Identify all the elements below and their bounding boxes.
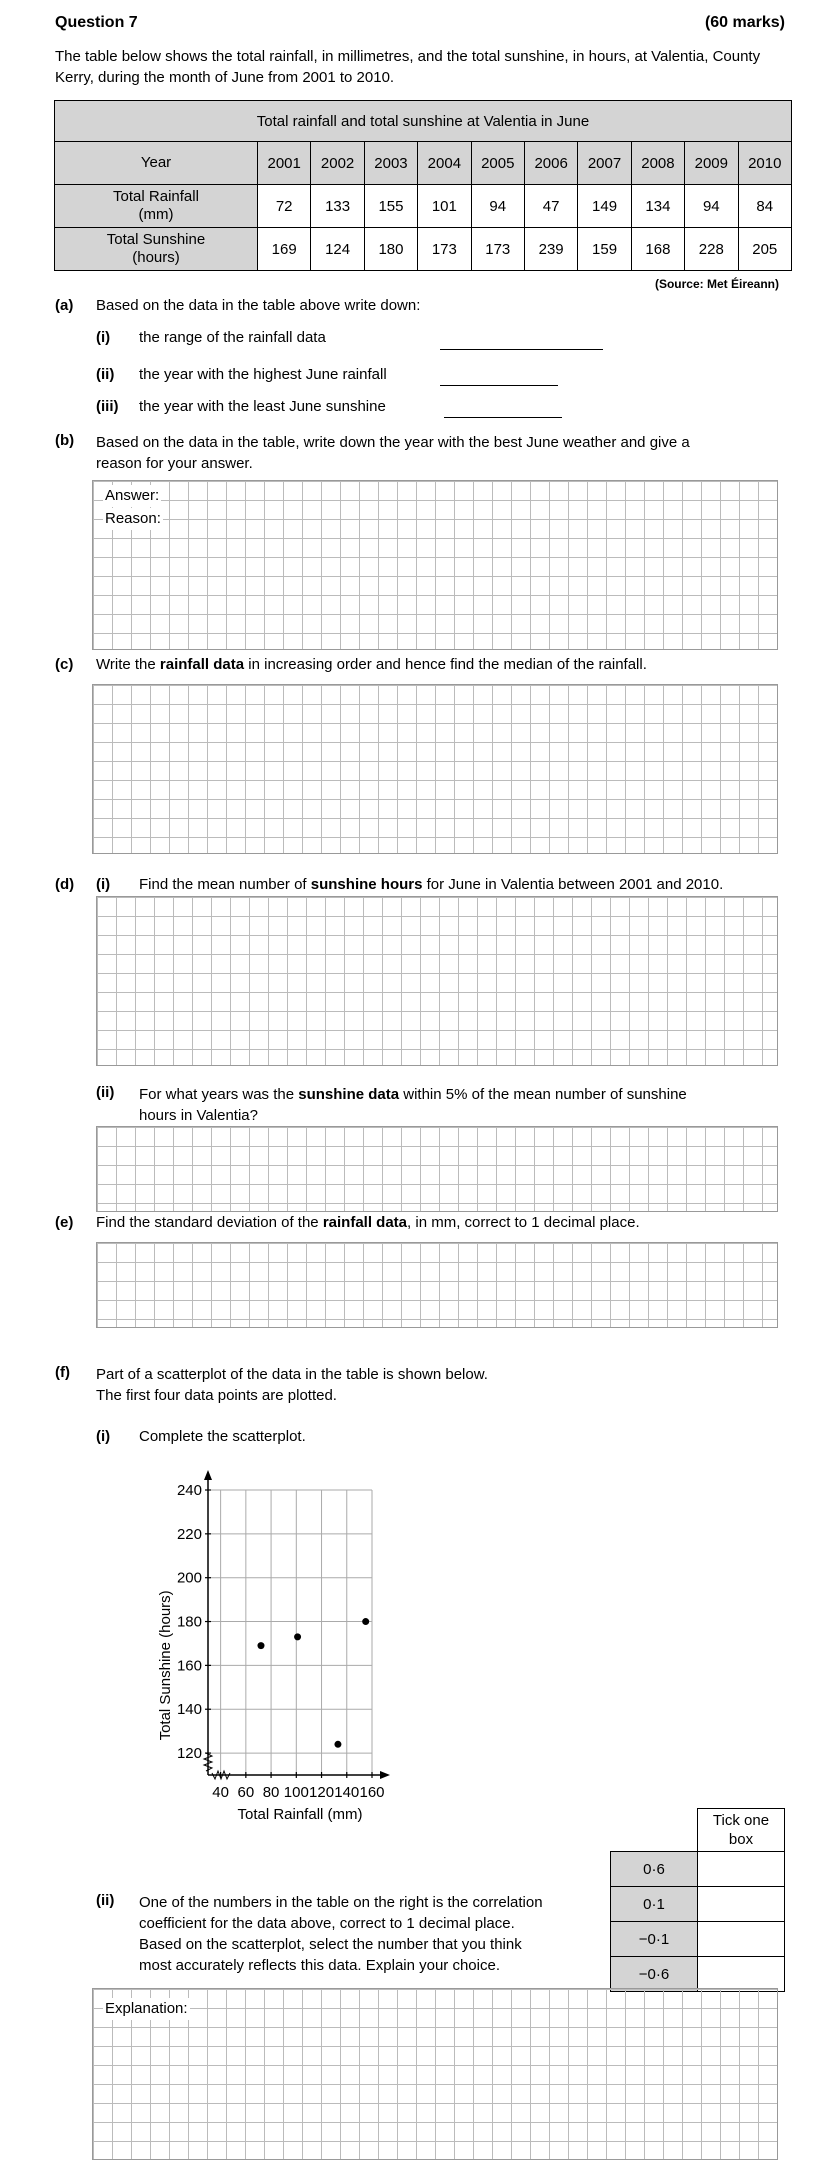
- part-d-ii-text-post: within 5% of the mean number of sunshine: [399, 1086, 687, 1103]
- x-tick-label: 60: [237, 1784, 255, 1801]
- rainfall-cell: 155: [364, 185, 417, 228]
- part-b-text: [96, 432, 786, 474]
- part-e-answer-grid[interactable]: [96, 1242, 778, 1328]
- tick-box[interactable]: [698, 1887, 785, 1922]
- part-f-ii-line: One of the numbers in the table on the right is the correlation: [139, 1894, 543, 1911]
- part-e-text-bold: rainfall data: [322, 1214, 408, 1231]
- table-row-sunshine: [55, 228, 792, 271]
- x-axis-arrow: [380, 1771, 390, 1779]
- year-cell: 2002: [311, 142, 364, 185]
- table-row-years: [55, 142, 792, 185]
- part-f-label: (f): [55, 1364, 70, 1381]
- rainfall-cell: 94: [471, 185, 524, 228]
- rainfall-cell: 133: [311, 185, 364, 228]
- rainfall-label-line2: (mm): [138, 206, 174, 223]
- year-cell: 2007: [578, 142, 631, 185]
- part-c-label: (c): [55, 656, 74, 673]
- part-a-label: (a): [55, 297, 74, 314]
- part-f-text-line2: The first four data points are plotted.: [96, 1387, 337, 1404]
- y-axis-arrow: [204, 1470, 212, 1480]
- year-cell: 2009: [685, 142, 738, 185]
- scatter-axes: [204, 1470, 390, 1779]
- part-d-ii-text-line2: hours in Valentia?: [139, 1107, 258, 1124]
- option-value: −0·6: [611, 1957, 698, 1992]
- question-title: Question 7: [55, 14, 138, 31]
- y-tick-label: 220: [176, 1525, 202, 1543]
- x-tick-label: 80: [262, 1784, 280, 1801]
- part-f-ii-line: most accurately reflects this data. Explain your choice.: [139, 1957, 500, 1974]
- question-header: [55, 14, 785, 32]
- part-e-label: (e): [55, 1214, 74, 1231]
- x-tick-label: 160: [359, 1784, 385, 1801]
- part-c-text-post: in increasing order and hence find the median of the rainfall.: [244, 656, 647, 673]
- scatter-points: [257, 1618, 369, 1748]
- sunshine-label-line2: (hours): [132, 249, 180, 266]
- part-a-ii-label: (ii): [96, 366, 115, 383]
- question-marks: (60 marks): [704, 14, 785, 31]
- option-value: 0·1: [611, 1887, 698, 1922]
- year-cell: 2006: [524, 142, 577, 185]
- data-table: [54, 100, 792, 271]
- y-tick-label: 240: [176, 1482, 202, 1499]
- sunshine-cell: 124: [311, 228, 364, 271]
- rainfall-cell: 84: [738, 185, 791, 228]
- sunshine-cell: 159: [578, 228, 631, 271]
- scatterplot: [150, 1450, 550, 1840]
- x-tick-label: 100: [283, 1784, 309, 1801]
- part-c-text-bold: rainfall data: [159, 656, 245, 673]
- part-d-ii-answer-grid[interactable]: [96, 1126, 778, 1212]
- sunshine-cell: 173: [471, 228, 524, 271]
- part-a-ii-answer-line[interactable]: [440, 384, 558, 386]
- part-c-answer-grid[interactable]: [92, 684, 778, 854]
- part-a-ii-text: the year with the highest June rainfall: [139, 366, 387, 383]
- sunshine-cell: 205: [738, 228, 791, 271]
- scatter-grid: [208, 1490, 372, 1775]
- year-cell: 2003: [364, 142, 417, 185]
- rainfall-cell: 149: [578, 185, 631, 228]
- data-point: [257, 1642, 264, 1649]
- year-cell: 2008: [631, 142, 684, 185]
- explanation-label: Explanation:: [103, 1998, 190, 2020]
- part-d-ii-text-pre: For what years was the: [139, 1086, 299, 1103]
- part-b-text-line1: Based on the data in the table, write down the year with the best June weather and give a: [96, 434, 690, 451]
- part-a-i-answer-line[interactable]: [440, 348, 603, 350]
- year-cell: 2005: [471, 142, 524, 185]
- sunshine-cell: 169: [258, 228, 311, 271]
- part-f-ii-text: [139, 1892, 543, 1976]
- part-f-ii-line: Based on the scatterplot, select the number that you think: [139, 1936, 522, 1953]
- rainfall-cell: 72: [258, 185, 311, 228]
- part-a-i-label: (i): [96, 329, 111, 346]
- part-b-label: (b): [55, 432, 75, 449]
- rainfall-label: [55, 185, 258, 228]
- y-tick-label: 180: [176, 1613, 202, 1631]
- part-a-i-text: the range of the rainfall data: [139, 329, 326, 346]
- part-f-text-line1: Part of a scatterplot of the data in the table is shown below.: [96, 1366, 488, 1383]
- tick-box[interactable]: [698, 1922, 785, 1957]
- tick-table-corner: [611, 1809, 698, 1852]
- year-label: Year: [55, 142, 258, 185]
- y-axis-label: Total Sunshine (hours): [157, 1590, 174, 1741]
- part-c-text: [96, 656, 647, 673]
- tick-box[interactable]: [698, 1852, 785, 1887]
- part-d-ii-text: [139, 1084, 779, 1126]
- part-d-i-text-post: for June in Valentia between 2001 and 2010.: [422, 876, 724, 893]
- tick-header: [698, 1809, 785, 1852]
- part-a-iii-text: the year with the least June sunshine: [139, 398, 386, 415]
- part-d-i-answer-grid[interactable]: [96, 896, 778, 1066]
- x-axis-label: Total Rainfall (mm): [237, 1806, 363, 1823]
- answer-label: Answer:: [103, 485, 161, 507]
- rainfall-cell: 101: [418, 185, 471, 228]
- part-e-text: [96, 1214, 640, 1231]
- part-c-text-pre: Write the: [96, 656, 160, 673]
- y-tick-label: 200: [176, 1569, 202, 1587]
- rainfall-cell: 94: [685, 185, 738, 228]
- part-f-i-text: Complete the scatterplot.: [139, 1428, 306, 1445]
- part-f-i-label: (i): [96, 1428, 111, 1445]
- part-d-i-text-bold: sunshine hours: [310, 876, 423, 893]
- part-d-ii-label: (ii): [96, 1084, 115, 1101]
- sunshine-label: [55, 228, 258, 271]
- correlation-tick-table: [610, 1808, 785, 1992]
- sunshine-cell: 168: [631, 228, 684, 271]
- tick-box[interactable]: [698, 1957, 785, 1992]
- rainfall-cell: 47: [524, 185, 577, 228]
- y-tick-label: 140: [176, 1701, 202, 1719]
- reason-label: Reason:: [103, 508, 163, 530]
- part-f-text: [96, 1364, 488, 1406]
- y-tick-label: 160: [176, 1657, 202, 1675]
- x-tick-label: 140: [334, 1784, 360, 1801]
- tick-header-line2: box: [728, 1831, 754, 1848]
- sunshine-cell: 180: [364, 228, 417, 271]
- part-d-i-text: [139, 876, 723, 893]
- data-point: [362, 1618, 369, 1625]
- x-tick-label: 120: [309, 1784, 335, 1801]
- year-cell: 2004: [418, 142, 471, 185]
- table-source: (Source: Met Éireann): [654, 277, 779, 291]
- year-cell: 2010: [738, 142, 791, 185]
- table-row-rainfall: [55, 185, 792, 228]
- rainfall-cell: 134: [631, 185, 684, 228]
- year-cell: 2001: [258, 142, 311, 185]
- part-d-i-label: (i): [96, 876, 111, 893]
- part-e-text-pre: Find the standard deviation of the: [96, 1214, 323, 1231]
- tick-header-line1: Tick one: [712, 1812, 770, 1829]
- data-point: [334, 1741, 341, 1748]
- rainfall-label-line1: Total Rainfall: [113, 188, 199, 205]
- part-b-answer-grid[interactable]: [92, 480, 778, 650]
- part-f-ii-line: coefficient for the data above, correct to 1 decimal place.: [139, 1915, 515, 1932]
- part-f-ii-label: (ii): [96, 1892, 115, 1909]
- part-e-text-post: , in mm, correct to 1 decimal place.: [407, 1214, 640, 1231]
- option-value: −0·1: [611, 1922, 698, 1957]
- table-title: Total rainfall and total sunshine at Valentia in June: [55, 101, 792, 142]
- part-d-label: (d): [55, 876, 75, 893]
- part-f-ii-explanation-grid[interactable]: [92, 1988, 778, 2160]
- part-d-ii-text-bold: sunshine data: [298, 1086, 400, 1103]
- sunshine-cell: 173: [418, 228, 471, 271]
- sunshine-cell: 239: [524, 228, 577, 271]
- part-a-iii-answer-line[interactable]: [444, 416, 562, 418]
- intro-text: The table below shows the total rainfall, in millimetres, and the total sunshine, in hours, at Valentia, County Kerry, during the month of June from 2001 to 2010.: [55, 48, 761, 86]
- option-value: 0·6: [611, 1852, 698, 1887]
- part-a-text: Based on the data in the table above write down:: [96, 297, 421, 314]
- part-d-i-text-pre: Find the mean number of: [139, 876, 311, 893]
- part-a-iii-label: (iii): [96, 398, 119, 415]
- sunshine-cell: 228: [685, 228, 738, 271]
- x-tick-label: 40: [212, 1784, 229, 1801]
- data-point: [294, 1633, 301, 1640]
- part-b-text-line2: reason for your answer.: [96, 455, 253, 472]
- sunshine-label-line1: Total Sunshine: [106, 231, 206, 248]
- y-tick-label: 120: [176, 1745, 202, 1763]
